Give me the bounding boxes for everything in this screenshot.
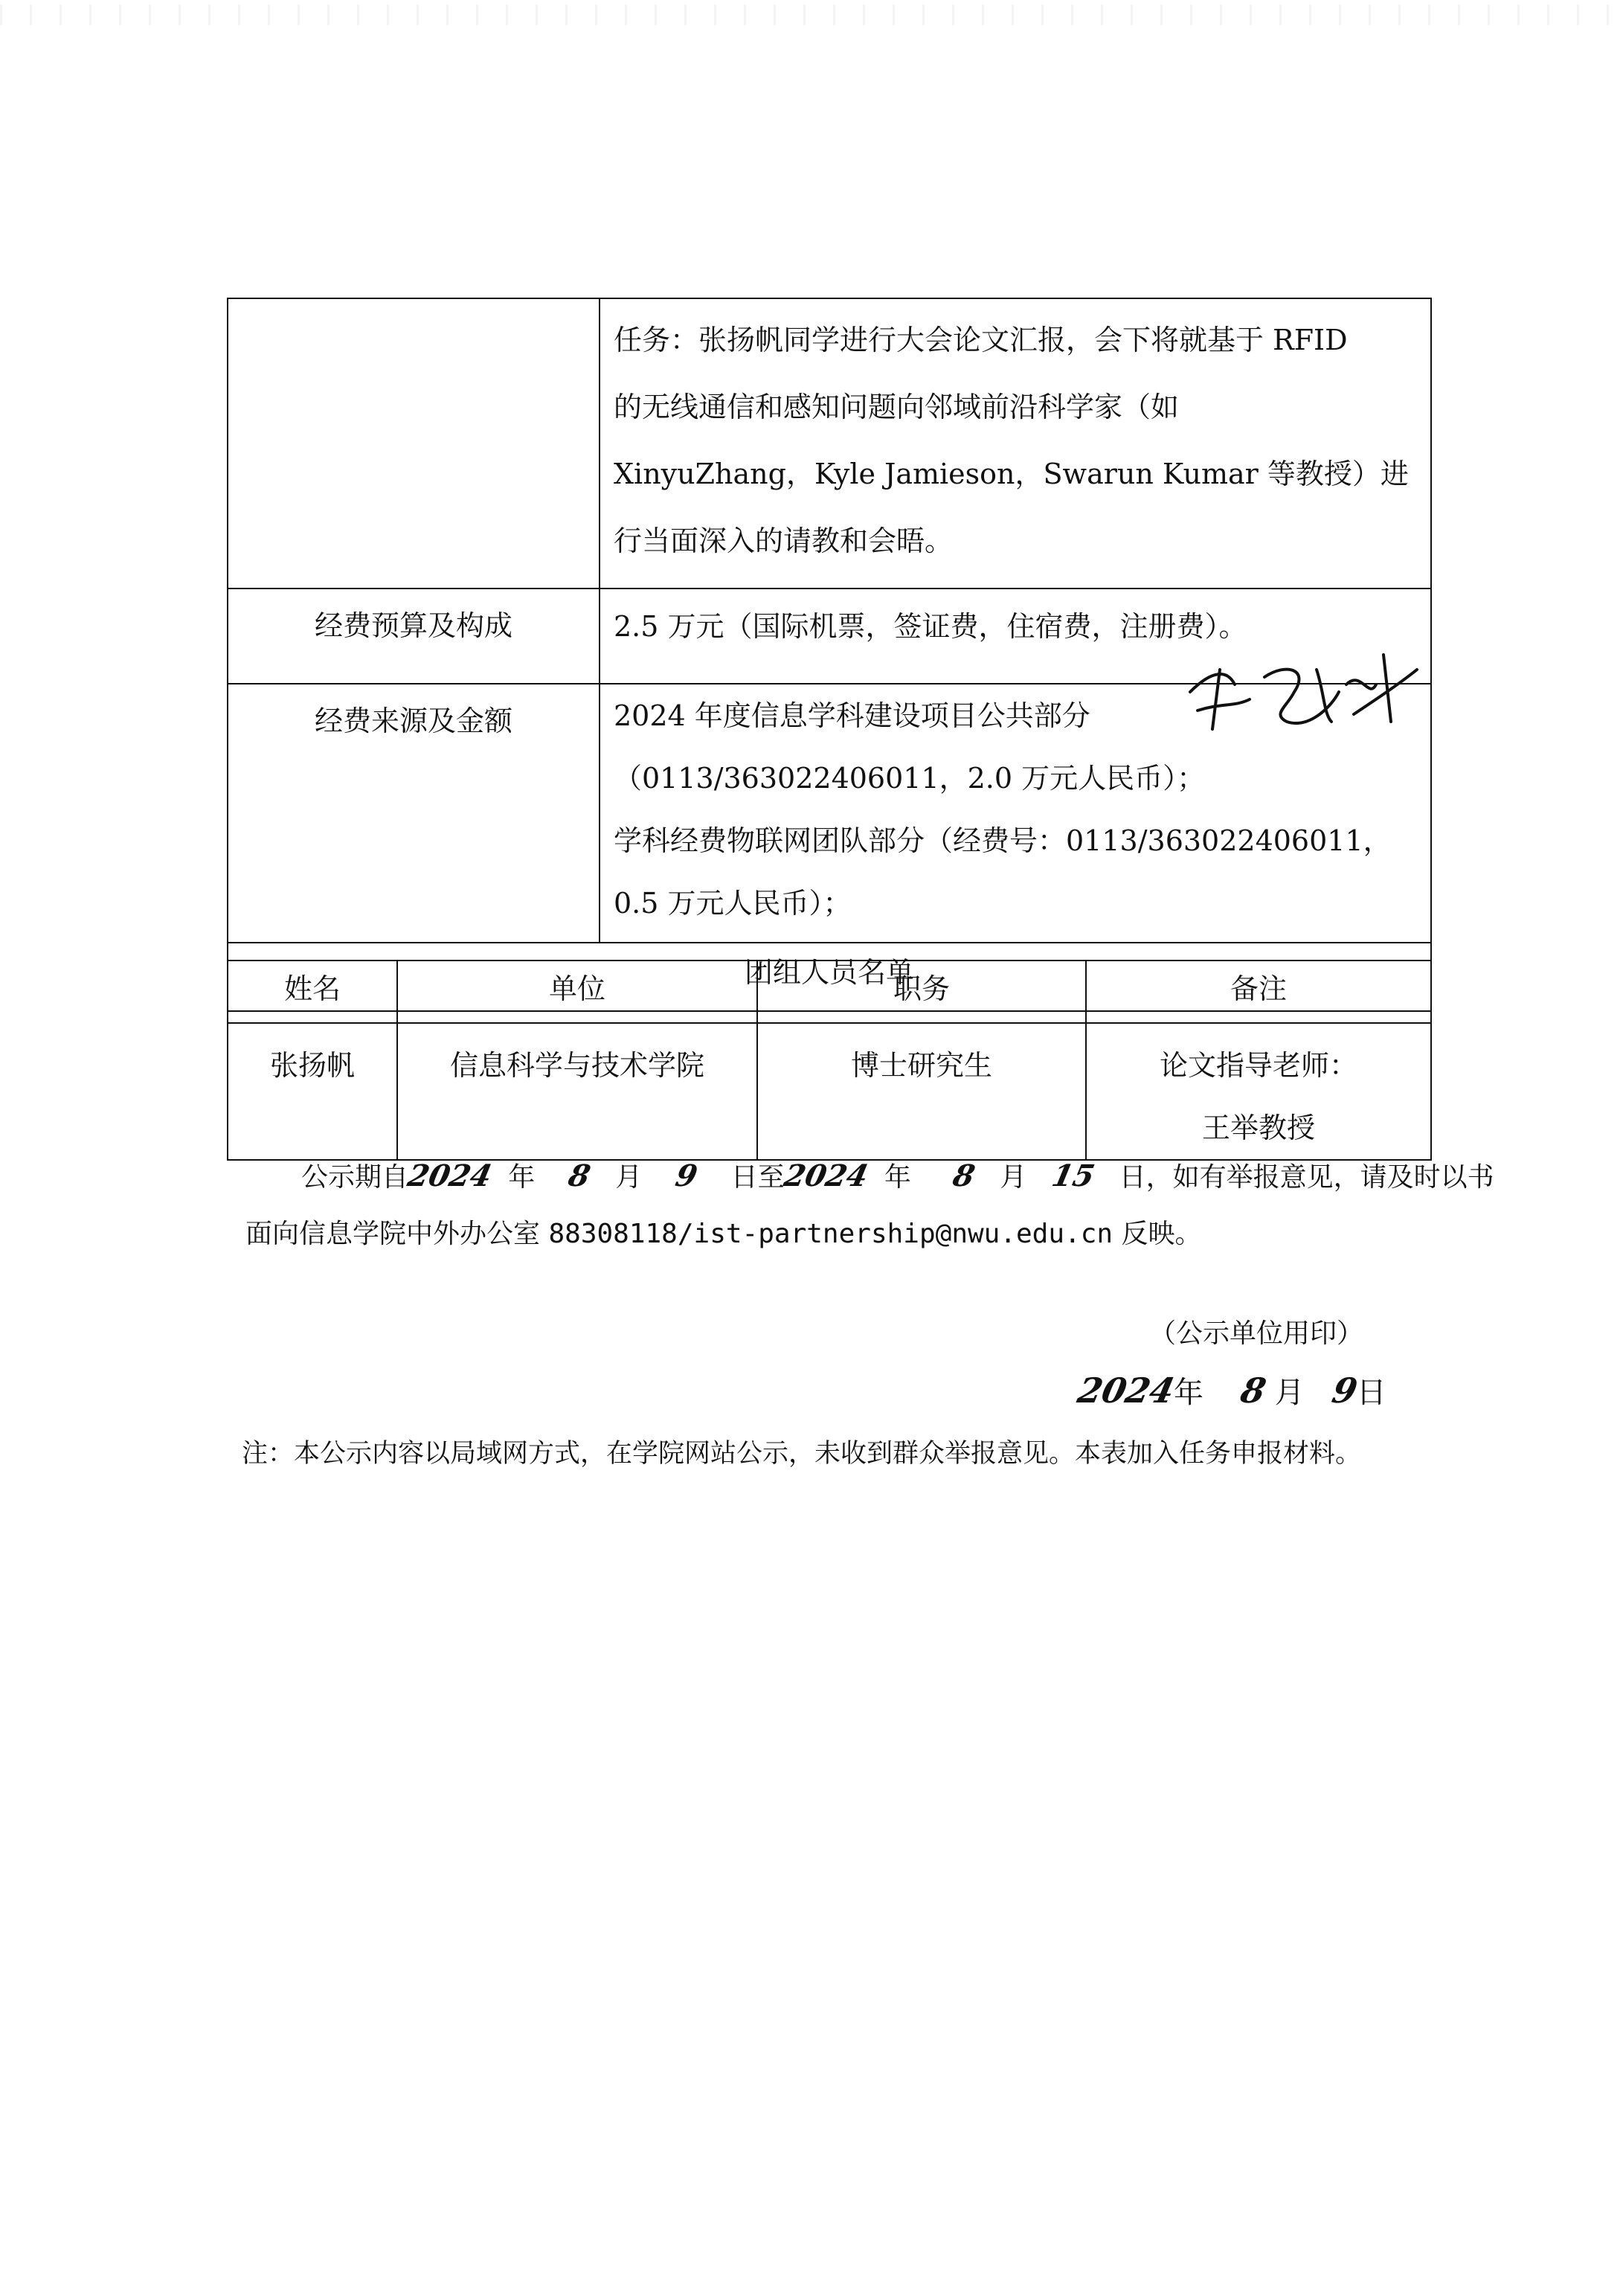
handwritten-end-day: 15 xyxy=(1048,1158,1098,1193)
header-unit: 单位 xyxy=(397,961,757,1023)
contact-info: 88308118/ist-partnership@nwu.edu.cn xyxy=(548,1219,1113,1249)
notice-line-1 xyxy=(301,1156,1494,1194)
date-text: 日 xyxy=(1356,1376,1386,1410)
table-row xyxy=(228,1023,1431,1160)
sign-date xyxy=(1074,1369,1386,1411)
task-line: 行当面深入的请教和会晤。 xyxy=(614,525,954,557)
budget-label: 经费预算及构成 xyxy=(228,589,600,684)
task-line: 任务：张扬帆同学进行大会论文汇报，会下将就基于 RFID xyxy=(614,324,1348,356)
notice-text: 年 xyxy=(884,1162,911,1193)
date-text: 年 xyxy=(1174,1376,1204,1410)
header-note: 备注 xyxy=(1086,961,1431,1023)
funding-line: 2024 年度信息学科建设项目公共部分 xyxy=(614,699,1090,732)
member-note-line: 王举教授 xyxy=(1201,1112,1315,1144)
funding-line: 学科经费物联网团队部分（经费号：0113/363022406011， xyxy=(614,824,1392,857)
notice-text: 面向信息学院中外办公室 xyxy=(245,1219,541,1249)
member-note xyxy=(1086,1023,1431,1160)
handwritten-date-month: 8 xyxy=(1237,1370,1270,1411)
notice-text: 月 xyxy=(615,1162,643,1193)
footnote: 注：本公示内容以局域网方式，在学院网站公示，未收到群众举报意见。本表加入任务申报材料。 xyxy=(242,1439,1362,1469)
handwritten-end-year: 2024 xyxy=(780,1158,871,1193)
task-line: 的无线通信和感知问题向邻域前沿科学家（如 xyxy=(614,391,1180,423)
header-name: 姓名 xyxy=(228,961,397,1023)
member-role: 博士研究生 xyxy=(757,1023,1086,1160)
notice-text: 日，如有举报意见，请及时以书 xyxy=(1119,1162,1494,1193)
member-unit: 信息科学与技术学院 xyxy=(397,1023,757,1160)
handwritten-end-month: 8 xyxy=(950,1158,978,1193)
handwritten-start-year: 2024 xyxy=(405,1158,495,1193)
notice-text: 月 xyxy=(1000,1162,1027,1193)
members-header-row xyxy=(228,961,1431,1023)
member-name: 张扬帆 xyxy=(228,1023,397,1160)
scan-artifact xyxy=(0,4,1623,25)
notice-text: 公示期自 xyxy=(301,1162,409,1193)
task-line: XinyuZhang，Kyle Jamieson，Swarun Kumar 等教授）进 xyxy=(614,458,1409,490)
handwritten-date-year: 2024 xyxy=(1074,1370,1178,1411)
notice-text: 年 xyxy=(508,1162,536,1193)
notice-text: 反映。 xyxy=(1121,1219,1202,1249)
member-note-line: 论文指导老师： xyxy=(1159,1049,1357,1082)
funding-line: （0113/363022406011，2.0 万元人民币）； xyxy=(614,762,1206,795)
task-content-cell xyxy=(600,298,1431,589)
stamp-note: （公示单位用印） xyxy=(1149,1318,1364,1349)
notice-line-2 xyxy=(245,1213,1202,1251)
handwritten-start-month: 8 xyxy=(565,1158,594,1193)
group-title: 团组人员名单 xyxy=(228,943,1431,1011)
notice-text: 日至 xyxy=(730,1162,785,1193)
date-text: 月 xyxy=(1274,1376,1305,1410)
task-row xyxy=(228,298,1431,589)
handwritten-signature xyxy=(1183,640,1421,751)
header-role: 职务 xyxy=(757,961,1086,1023)
funding-label: 经费来源及金额 xyxy=(228,684,600,943)
task-label-cell xyxy=(228,298,600,589)
handwritten-start-day: 9 xyxy=(672,1158,701,1193)
members-table xyxy=(227,960,1432,1161)
funding-line: 0.5 万元人民币）； xyxy=(614,887,852,920)
budget-value: 2.5 万元（国际机票，签证费，住宿费，注册费）。 xyxy=(600,589,1431,684)
handwritten-date-day: 9 xyxy=(1328,1370,1361,1411)
